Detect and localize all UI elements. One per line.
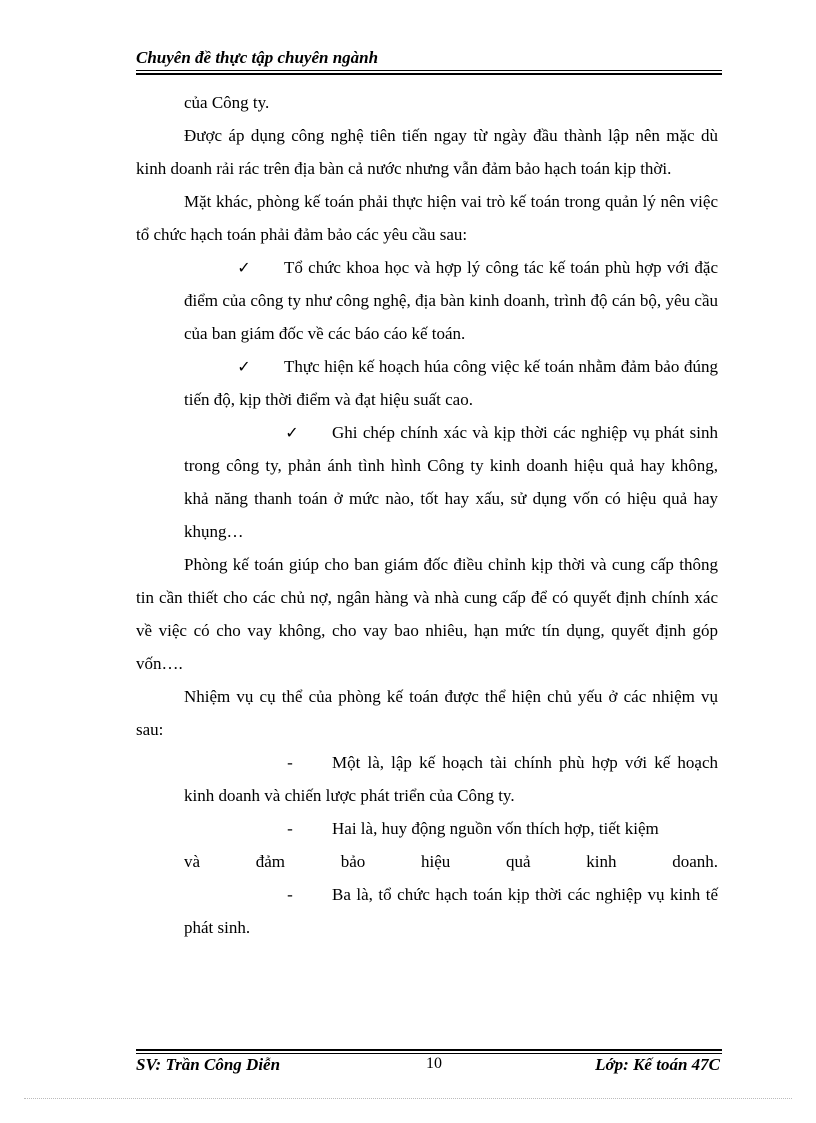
- dash-line-1: [184, 812, 718, 845]
- footer-student: SV: Trần Công Diễn: [136, 1055, 281, 1074]
- list-item-text: Hai là, huy động nguồn vốn thích hợp, tiết kiệm: [332, 819, 659, 838]
- footer-class: Lớp: Kế toán 47C: [595, 1055, 720, 1074]
- list-item-text: Một là, lập kế hoạch tài chính phù hợp với kế hoạch kinh doanh và chiến lược phát triển của Công ty.: [184, 753, 718, 805]
- header-divider-thick: [136, 73, 722, 75]
- document-body: [136, 86, 718, 944]
- paragraph: Phòng kế toán giúp cho ban giám đốc điều chỉnh kịp thời và cung cấp thông tin cần thiết cho các chủ nợ, ngân hàng và nhà cung cấp để có quyết định chính xác về việc có cho vay không, cho vay bao nhiêu, hạn mức tín dụng, quyết định góp vốn….: [136, 555, 718, 673]
- dash-marker: -: [287, 753, 293, 772]
- list-item-text: Tổ chức khoa học và hợp lý công tác kế toán phù hợp với đặc điểm của công ty như công nghệ, địa bàn kinh doanh, trình độ cán bộ, yêu cầu của ban giám đốc về các báo cáo kế toán.: [184, 258, 718, 343]
- checkmark-icon: ✓: [285, 423, 299, 442]
- footer-divider-thick: [136, 1049, 722, 1051]
- dash-list-item: [136, 746, 718, 812]
- dash-marker: -: [287, 885, 293, 904]
- dash-marker: -: [287, 819, 293, 838]
- checkmark-icon: ✓: [237, 258, 251, 277]
- check-list-item: [136, 416, 718, 548]
- header-divider: [136, 70, 722, 71]
- check-list-item: [136, 251, 718, 350]
- header-title: Chuyên đề thực tập chuyên ngành: [136, 48, 379, 67]
- dash-list-item: [136, 812, 718, 878]
- checkmark-icon: ✓: [237, 357, 251, 376]
- list-item-text: Ghi chép chính xác và kịp thời các nghiệp vụ phát sinh trong công ty, phản ánh tình hình Công ty kinh doanh hiệu quả hay không, khả năng thanh toán ở mức nào, tốt hay xấu, sử dụng vốn có hiệu quả hay khụng…: [184, 423, 718, 541]
- list-item-text-continued: và đảm bảo hiệu quả kinh doanh.: [184, 852, 718, 871]
- footer-divider: [136, 1053, 722, 1054]
- dash-list-item: [136, 878, 718, 944]
- paragraph: của Công ty.: [184, 93, 270, 112]
- paragraph: Mặt khác, phòng kế toán phải thực hiện vai trò kế toán trong quản lý nên việc tổ chức hạch toán phải đảm bảo các yêu cầu sau:: [136, 192, 718, 244]
- list-item-text: Thực hiện kế hoạch húa công việc kế toán nhằm đảm bảo đúng tiến độ, kịp thời điểm và đạt hiệu suất cao.: [184, 357, 718, 409]
- page-number: 10: [426, 1055, 442, 1072]
- paragraph: Nhiệm vụ cụ thể của phòng kế toán được thể hiện chủ yếu ở các nhiệm vụ sau:: [136, 687, 718, 739]
- paragraph: Được áp dụng công nghệ tiên tiến ngay từ ngày đầu thành lập nên mặc dù kinh doanh rải rác trên địa bàn cả nước nhưng vẫn đảm bảo hạch toán kịp thời.: [136, 126, 718, 178]
- list-item-text: Ba là, tổ chức hạch toán kịp thời các nghiệp vụ kinh tế phát sinh.: [184, 885, 718, 937]
- check-list-item: [136, 350, 718, 416]
- page-bottom-edge: [24, 1098, 792, 1099]
